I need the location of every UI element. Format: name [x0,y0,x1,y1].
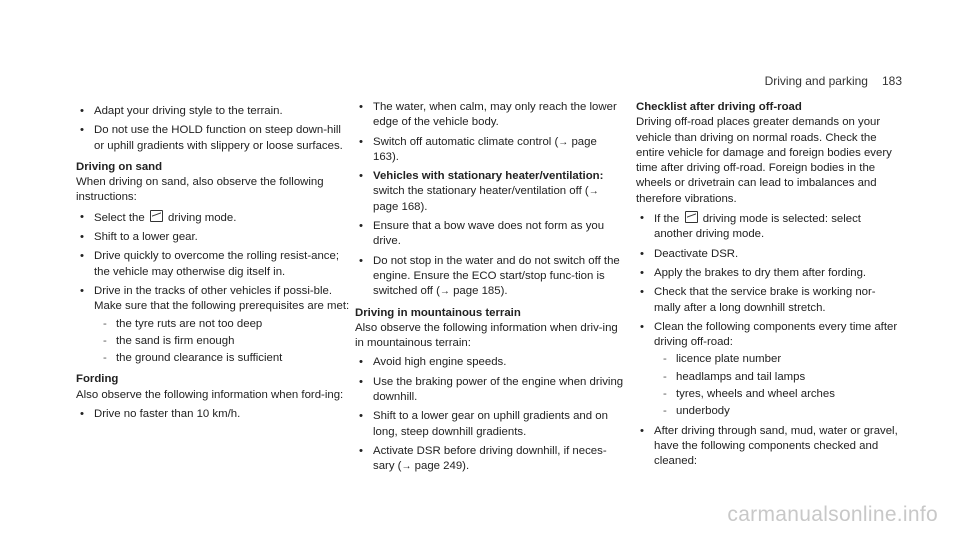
list-item: • If the driving mode is selected: select another driving mode. [636,211,898,243]
checklist-intro: Driving off-road places greater demands on your vehicle than driving on normal roads. Check the entire vehicle for damage and foreign bodies every time after driving off-road. Foreign bodies in the wheels or drivetrain can lead to imbalances and therefore vibrations. [636,116,892,205]
list-item: • Switch off automatic climate control (→ page 163). [355,135,625,166]
sand-list [76,210,354,367]
list-item: • Drive in the tracks of other vehicles if possi-ble. Make sure that the following prerequisites are met: - the tyre ruts are not too deep - the sand is firm enough - the ground clearance is sufficient [76,284,354,366]
list-item: • Check that the service brake is working nor-mally after a long downhill stretch. [636,285,898,316]
list-item: • Clean the following components every time after driving off-road: - licence plate number - headlamps and tail lamps - tyres, wheels and wheel arches - underbody [636,320,898,420]
fording-list-cont [355,100,625,300]
list-item: • Drive no faster than 10 km/h. [76,407,354,422]
page-number: 183 [881,74,902,88]
components-list [654,352,898,419]
fording-list [76,407,354,422]
list-item: • Avoid high engine speeds. [355,355,625,370]
list-item: • Vehicles with stationary heater/ventilation: switch the stationary heater/ventilation off (→ page 168). [355,169,625,215]
arrow-icon: → [439,286,450,298]
column-2 [355,100,625,475]
heading-checklist: Checklist after driving off-road [636,101,802,113]
heading-fording: Fording [76,373,119,386]
list-item: • Apply the brakes to dry them after fording. [636,266,898,281]
list-item: • Do not use the HOLD function on steep down-hill or uphill gradients with slippery or loose surfaces. [76,123,354,154]
mountain-intro: Also observe the following information when driv-ing in mountainous terrain: [355,321,618,350]
sub-item: - underbody [654,404,898,419]
heading-driving-on-sand: Driving on sand [76,160,163,173]
list-item: • Shift to a lower gear on uphill gradients and on long, steep downhill gradients. [355,409,625,440]
fording-intro: Also observe the following information when ford-ing: [76,388,344,401]
sub-item: - the sand is firm enough [94,334,354,349]
running-header [765,74,902,88]
sub-item: - tyres, wheels and wheel arches [654,387,898,402]
page-reference-link[interactable]: page 185 [453,285,501,298]
sand-intro: When driving on sand, also observe the following instructions: [76,176,324,204]
sub-item: - the tyre ruts are not too deep [94,317,354,332]
list-item: • Select the driving mode. [76,210,354,226]
page-reference-link[interactable]: page 249 [414,460,463,473]
list-item: • Deactivate DSR. [636,247,898,262]
sub-item: - the ground clearance is sufficient [94,351,354,366]
arrow-icon: → [401,461,412,473]
list-item: • Do not stop in the water and do not switch off the engine. Ensure the ECO start/stop func-tion is switched off (→ page 185). [355,254,625,300]
sub-item: - licence plate number [654,352,898,367]
column-1 [76,100,354,422]
column-3 [636,100,898,470]
prerequisites-list [94,317,354,367]
heading-mountainous-terrain: Driving in mountainous terrain [355,306,521,319]
list-item: • Use the braking power of the engine when driving downhill. [355,375,625,406]
list-item: • Ensure that a bow wave does not form as you drive. [355,219,625,250]
list-item: • Drive quickly to overcome the rolling resist-ance; the vehicle may otherwise dig itself in. [76,249,354,280]
arrow-icon: → [588,186,599,198]
intro-list [76,104,354,154]
arrow-icon: → [558,136,569,148]
list-item: • The water, when calm, may only reach the lower edge of the vehicle body. [355,100,625,131]
checklist-list [636,211,898,469]
offroad-mode-icon [150,210,163,222]
page-reference-link[interactable]: page 168 [373,200,421,213]
list-item: • Activate DSR before driving downhill, if neces-sary (→ page 249). [355,444,625,475]
mountain-list [355,355,625,474]
section-title: Driving and parking [764,74,868,88]
list-item: • After driving through sand, mud, water or gravel, have the following components checked and cleaned: [636,424,898,470]
page-reference-link[interactable]: page 163 [373,135,597,163]
offroad-mode-icon [685,211,698,223]
list-item: • Adapt your driving style to the terrain. [76,104,354,119]
watermark: carmanualsonline.info [727,503,938,526]
list-item: • Shift to a lower gear. [76,230,354,245]
sub-item: - headlamps and tail lamps [654,370,898,385]
